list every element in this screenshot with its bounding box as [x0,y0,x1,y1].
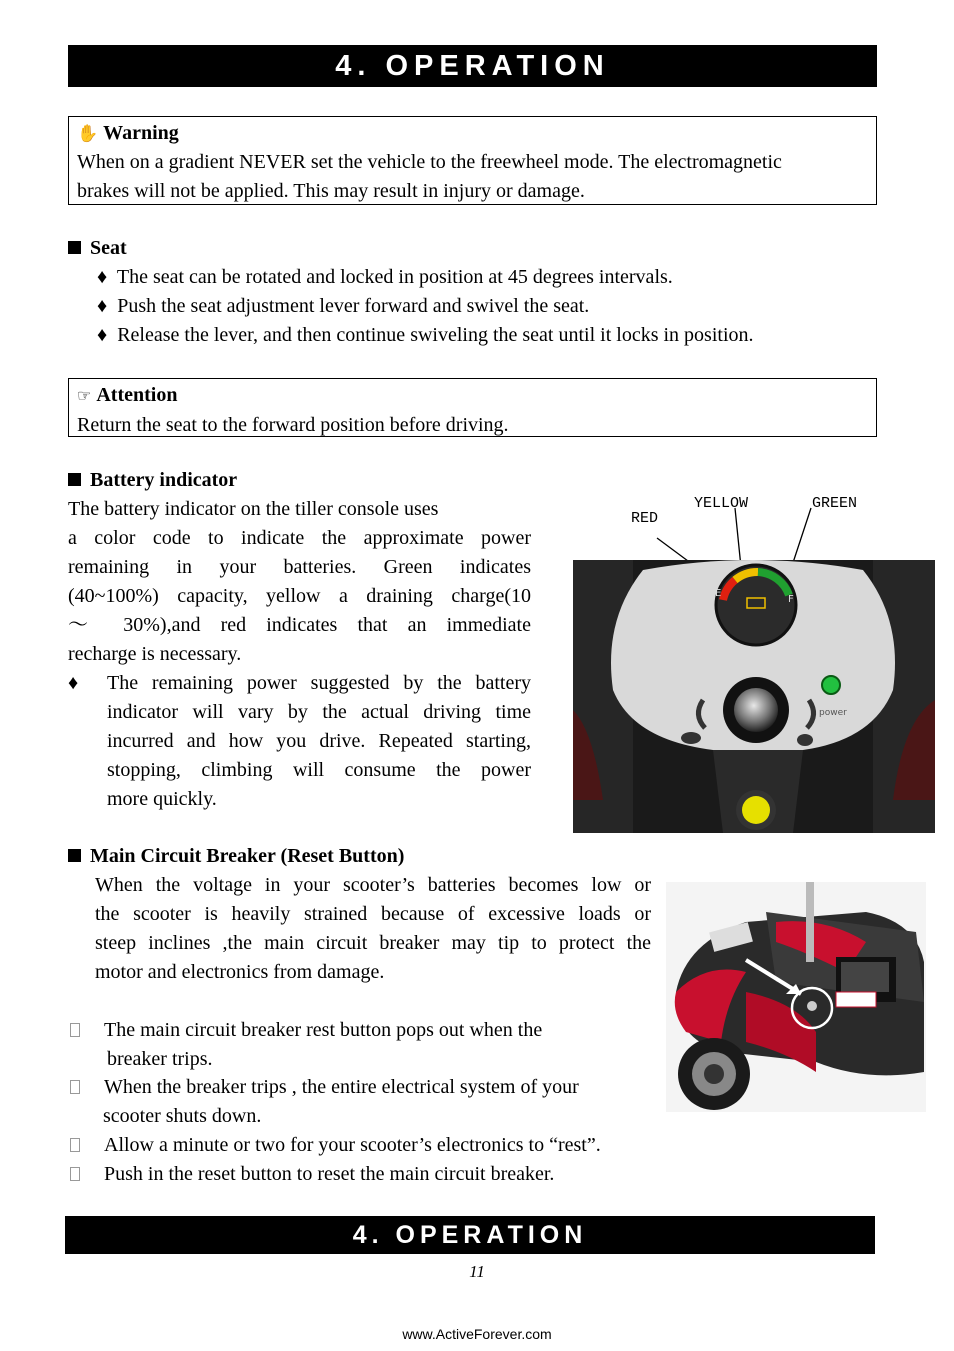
red-label: RED [631,510,659,527]
breaker-line: motor and electronics from damage. [95,961,385,983]
diamond-bullet-icon: ♦ [97,295,108,317]
seat-heading: Seat [90,237,127,259]
reset-button [807,1001,817,1011]
square-bullet-icon [68,473,81,486]
breaker-heading-row [68,842,404,871]
list-item [97,321,754,350]
box-bullet-icon [70,1167,80,1181]
warning-hand-icon: ✋ [77,124,99,143]
battery-bullet-line: incurred and how you drive. Repeated starting, [107,730,531,752]
list-item [97,292,589,321]
square-bullet-icon [68,849,81,862]
attention-box [68,378,877,437]
seat-heading-row [68,234,127,263]
seat-bullet-text: Release the lever, and then continue swiveling the seat until it locks in position. [117,324,754,346]
warning-box [68,116,877,205]
attention-title-row [77,381,868,411]
battery-bullet-line: more quickly. [107,788,217,810]
breaker-line: steep inclines ,the main circuit breaker may tip to protect the [95,932,651,954]
breaker-item-cont: breaker trips. [107,1048,213,1070]
breaker-item-text: When the breaker trips , the entire electrical system of your [104,1076,579,1098]
speed-knob [734,688,778,732]
diamond-bullet-icon: ♦ [97,324,108,346]
scooter-breaker-photo [666,882,926,1112]
list-item [97,263,673,292]
seat-bullet-text: Push the seat adjustment lever forward and swivel the seat. [117,295,590,317]
warning-title: Warning [103,122,179,144]
list-item [70,1160,554,1189]
breaker-item-cont: scooter shuts down. [103,1105,262,1127]
battery-line: The battery indicator on the tiller console uses [68,498,439,520]
battery-line: remaining in your batteries. Green indicates [68,556,531,578]
battery-line: ～ 30%),and red indicates that an immediate [68,614,531,636]
section-footer-banner: 4. OPERATION [65,1216,875,1254]
box-bullet-icon [70,1138,80,1152]
warning-line: brakes will not be applied. This may result in injury or damage. [77,180,585,202]
box-bullet-icon [70,1080,80,1094]
battery-heading: Battery indicator [90,469,238,491]
page-number: 11 [469,1262,485,1281]
section-header: 4. OPERATION [68,45,877,87]
breaker-heading: Main Circuit Breaker (Reset Button) [90,845,405,867]
battery-bullet-line: stopping, climbing will consume the power [107,759,531,781]
turtle-icon [681,732,701,744]
battery-line: a color code to indicate the approximate power [68,527,531,549]
diamond-bullet-icon: ♦ [97,266,108,288]
square-bullet-icon [68,241,81,254]
breaker-item-text: The main circuit breaker rest button pops out when the [104,1019,543,1041]
yellow-label: YELLOW [694,495,749,512]
breaker-item-text: Allow a minute or two for your scooter’s electronics to “rest”. [104,1134,601,1156]
power-label: power [819,708,847,718]
power-led [822,676,840,694]
box-bullet-icon [70,1023,80,1037]
list-item [70,1073,579,1102]
yellow-button [742,796,770,824]
battery-bullet-line: The remaining power suggested by the battery [107,672,531,694]
battery-heading-row [68,466,237,495]
gauge-e-label: E [715,588,722,599]
breaker-line: When the voltage in your scooter’s batteries becomes low or [95,874,651,896]
list-item [70,1131,601,1160]
list-item [70,1016,542,1045]
warning-line: When on a gradient NEVER set the vehicle to the freewheel mode. The electromagnetic [77,151,782,173]
breaker-line: the scooter is heavily strained because of excessive loads or [95,903,651,925]
footer-url: www.ActiveForever.com [402,1326,552,1342]
battery-line: recharge is necessary. [68,643,242,665]
green-label: GREEN [812,495,858,512]
attention-text: Return the seat to the forward position before driving. [77,414,509,436]
pointing-hand-icon: ☞ [77,388,92,405]
seat-bullet-text: The seat can be rotated and locked in position at 45 degrees intervals. [116,266,673,288]
battery-console-photo [573,560,935,833]
rabbit-icon [797,734,813,746]
attention-title: Attention [96,384,178,406]
gauge-f-label: F [788,594,794,605]
warning-title-row [77,119,868,148]
battery-bullet-line: indicator will vary by the actual driving time [107,701,531,723]
battery-line: (40~100%) capacity, yellow a draining charge(10 [68,585,531,607]
diamond-bullet-icon: ♦ [68,672,79,694]
breaker-item-text: Push in the reset button to reset the main circuit breaker. [104,1163,555,1185]
